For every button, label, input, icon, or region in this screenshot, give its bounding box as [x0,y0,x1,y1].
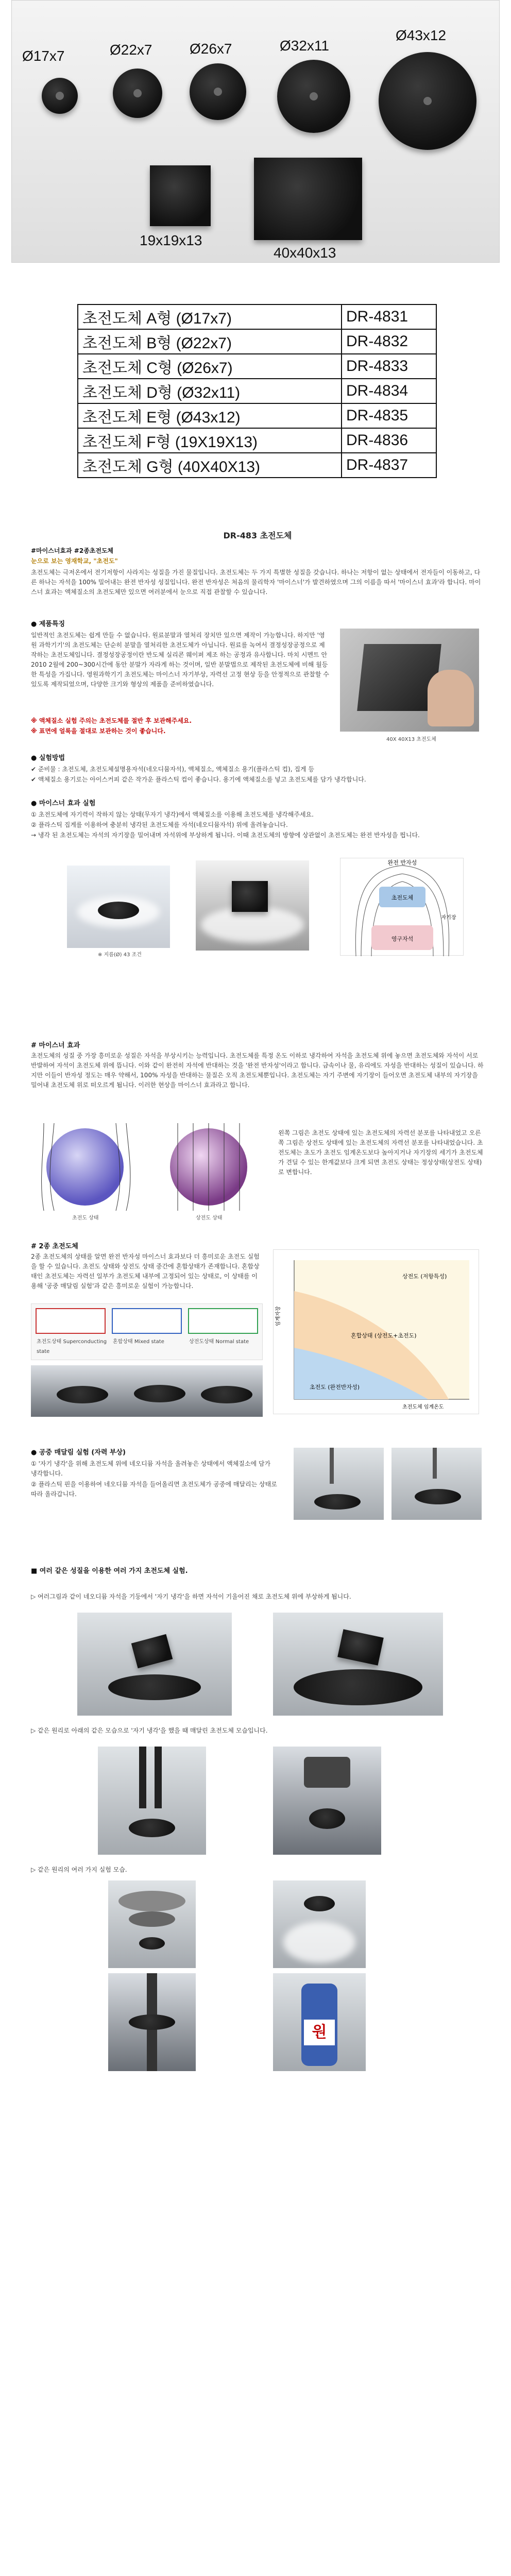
holder [304,1757,350,1788]
more-note-1: ▷ 여러그림과 같이 네오디뮴 자석을 기둥에서 '자기 냉각'을 하면 자석이 기울어진 채로 초전도체 위에 부상하게 됩니다. [31,1593,351,1600]
spec-row [78,379,436,403]
spec-code: DR-4833 [342,354,436,379]
square-g [254,158,362,240]
phase-graph [273,1249,479,1414]
label-a: Ø17x7 [22,48,65,64]
tags: #마이스너효과 #2종초전도체 [31,547,114,554]
label-c: Ø26x7 [190,41,232,57]
bottle-label: 원 [304,2020,335,2045]
state-label-2: 혼합상태 Mixed state [113,1339,164,1345]
method-item-2: ✔ 액체질소 용기로는 아이스커피 같은 작가운 플라스틱 컵이 좋습니다. 용기에 액체질소를 넣고 초전도체를 담가 냉각합니다. [31,776,366,783]
spec-row [78,428,436,453]
magnet-cube [232,881,268,912]
more-note-2: ▷ 같은 원리로 아래의 같은 모습으로 '자기 냉각'을 했을 때 매달린 초전도체 모습입니다. [31,1727,268,1734]
type2-photo [31,1365,263,1417]
label-d: Ø32x11 [280,38,329,54]
cube-caption: 40X 40X13 초전도체 [386,737,436,742]
disc-a [42,78,78,114]
spec-row [78,304,436,329]
state-normal [188,1308,258,1334]
disc [309,1808,345,1829]
method-heading: ● 실험방법 [31,754,65,762]
more-heading: ■ 여러 같은 성질을 이용한 여러 가지 초전도체 실험. [31,1567,188,1575]
disc-1 [57,1386,108,1403]
subtitle: 눈으로 보는 영재학교, "초전도" [31,557,118,565]
disc-b [113,69,162,118]
label-field: 자기장 [441,915,456,921]
disc [129,2014,175,2030]
spec-row [78,354,436,379]
disc [108,1674,201,1700]
state-label-3: 상전도상태 Normal state [189,1339,249,1345]
graph-label-field: 임계자장 [276,1306,281,1326]
square-f [150,165,211,226]
doc-title: DR-483 초전도체 [223,531,292,540]
disc [304,1896,335,1911]
levitation-caption: ※ 지름(Ø) 43 조건 [98,952,142,958]
disc [294,1669,422,1705]
spec-code: DR-4837 [342,453,436,478]
phase-graph-svg [274,1250,480,1415]
hang-photo-b [273,1747,381,1855]
label-g: 40x40x13 [274,245,336,261]
meissner-diagram-svg [340,858,464,956]
spec-code: DR-4832 [342,329,436,354]
meissner-step-2: ② 플라스틱 집게를 이용하여 충분히 냉각된 초전도체를 자석(네오디뮴자석) 위에 올려놓습니다. [31,821,288,828]
fog [201,907,304,943]
misc-photo-4 [273,1973,366,2071]
features-text: 일반적인 초전도체는 쉽게 만들 수 없습니다. 원료분말과 열처리 장치만 있으면 제작이 가능합니다. 하지만 '영원 과학기기'의 초전도체는 단순히 분말을 열처리한 초전도체가 아닙니다. 원료를 녹여서 결정성장공정으로 제작하는 초전도체입니다. 결정성장공정이란 반도체 실리콘 웨이퍼 제조 하는 공정과 유사합니다. 마치 시멘트 안 2010 2월에 200~300시간에 동안 분말가 자라게 하는 것이며, 일반 분말법으로 제작된 초전도체에 비해 월등한 특성을 가집니다. 영원과학기기 초전도체는 마이스너 자기부상, 자력선 고정 현상 등을 안정적으로 관찰할 수 있도록 제작되었으며, 다양한 크기와 형상의 제품을 준비하였습니다. [31,632,329,688]
more-note-3: ▷ 같은 원리의 여러 가지 실험 모습. [31,1866,127,1873]
warning-2: ※ 표면에 얼룩을 절대로 보관하는 것이 좋습니다. [31,727,166,735]
label-f: 19x19x13 [140,232,202,248]
features-heading: ● 제품특징 [31,620,65,628]
label-magnet: 영구자석 [391,936,414,942]
state-mixed [112,1308,182,1334]
state-icons [31,1303,263,1360]
disc-3 [201,1386,252,1403]
meissner-diagram [340,858,464,956]
graph-label-mixed: 혼합상태 (상전도+초전도) [351,1332,417,1339]
levitation-photo-1 [67,866,170,948]
spec-name: 초전도체 C형 (Ø26x7) [78,354,342,379]
disc-e [379,52,476,150]
rod [433,1448,437,1479]
method-item-1: ✔ 준비물 : 초전도체, 초전도체설명용자석(네오디뮴자석), 액체질소, 액체질소 용기(플라스틱 컵), 집게 등 [31,766,314,773]
label-b: Ø22x7 [110,42,152,58]
state-superconducting [36,1308,106,1334]
fog [283,1922,355,1963]
intro-text: 초전도체는 극저온에서 전기저항이 사라지는 성질을 가진 물질입니다. 초전도체는 두 가지 특별한 성질을 갖습니다. 하나는 저항이 없는 상태에서 전자들이 이동하고, 다른 하나는 자석을 100% 밀어내는 완전 반자성 성질입니다. 완전 반자성은 처음의 물리학자 '마이스너'가 발견하였으며 그의 이름을 따서 '마이스너 효과'라 합니다. 마이스너 효과는 액체질소의 초전도체만 있으면 여러분에서 눈으로 직접 관찰할 수 있습니다. [31,569,481,596]
meissner-heading: # 마이스너 효과 [31,1042,80,1049]
magnet [131,1634,173,1668]
type2-heading: # 2종 초전도체 [31,1243,78,1250]
spec-row [78,329,436,354]
meissner-result: → 냉각 된 초전도체는 자석의 자기장을 밀어내며 자석위에 부상하게 됩니다. 이때 초전도체의 방향에 상관없이 초전도체는 완전 반자성을 띕니다. [31,832,420,839]
label-e: Ø43x12 [396,27,447,43]
field-lines-left [33,1123,137,1211]
disc [139,1937,165,1950]
stack [118,1891,185,1911]
disc-c [190,63,246,120]
graph-label-sc: 초전도 (완전반자성) [310,1384,360,1391]
misc-photo-2 [273,1880,366,1968]
spec-code: DR-4836 [342,428,436,453]
hand-shape [428,670,474,726]
product-photo [0,0,511,268]
hanging-disc [415,1489,461,1504]
graph-label-normal: 상전도 (저항특성) [402,1273,447,1280]
tilt-photo-1 [77,1613,232,1716]
hanging-step-2: ② 플라스틱 핀을 이용하여 네오디뮴 자석을 들어올리면 초전도체가 공중에 매달리는 상태로 따라 올라갑니다. [31,1481,277,1498]
tilt-photo-2 [273,1613,443,1716]
superconductor-disc [98,902,139,919]
hanging-disc [314,1494,361,1510]
spec-code: DR-4831 [342,304,436,329]
disc-2 [134,1385,185,1402]
label-superconductor: 초전도체 [391,894,414,901]
meissner-side-text: 왼쪽 그림은 초전도 상태에 있는 초전도체의 자력선 분포를 나타내었고 오른쪽 그림은 상전도 상태에 있는 초전도체의 자력선 분포를 나타내었습니다. 초전도체는 초도가 초전도 임계온도보다 높아지거나 자기장의 세기가 초전도체가 견딜 수 있는 한계값보다 크게 되면 초전도 상태는 정상상태(상전도 상태)로 변합니다. [278,1129,483,1176]
warning-1: ※ 액체질소 실험 주의는 초전도체를 절반 후 보관해주세요. [31,717,192,724]
spec-code: DR-4835 [342,403,436,428]
disc-d [277,60,350,133]
tongs [155,1747,162,1808]
levitation-photo-2 [196,860,309,951]
rod [330,1448,334,1484]
field-lines-right [157,1123,260,1211]
spec-code: DR-4834 [342,379,436,403]
spec-row [78,453,436,478]
hanging-step-1: ① '자기 냉각'을 위해 초전도체 위에 네오디뮴 자석을 올려놓은 상태에서 액체질소에 담가 냉각합니다. [31,1460,271,1477]
meissner-exp-heading: ● 마이스너 효과 실험 [31,800,96,807]
type2-text: 2종 초전도체의 상태를 알면 완전 반자성 마이스너 효과보다 더 흥미로운 초전도 실험을 할 수 있습니다. 초전도 상태와 상전도 상태 중간에 혼합상태가 존재합니다. 혼합상태인 초전도체는 자력선 일부가 초전도체 내부에 고정되어 있는 상태로, 이 상태를 이용해 '공중 매달림 실험'과 같은 흥미로운 실험이 가능합니다. [31,1253,260,1290]
meissner-text: 초전도체의 성질 중 가장 흥미로운 성질은 자석을 부상시키는 능력입니다. 초전도체를 특정 온도 이하로 냉각하여 자석을 초전도체 위에 놓으면 초전도체와 자석이 서로 반발하여 자석이 초전도체 위에 뜹니다. 이와 같이 완전히 자석에 반대하는 것을 '완전 반자성'이라고 합니다. 금속이나 물, 유리에도 자성을 반대하는 성질이 있습니다. 하지만 이들이 반자성 정도는 매우 약해서, 100% 자성을 반대하는 물질은 오직 초전도체뿐입니다. 초전도체는 자기 주변에 자기장이 들어오면 초전도체 내부의 자기장을 밀어내 초전도체 위로 떠오르게 됩니다. 이러한 현상을 마이스너 효과라고 합니다. [31,1052,484,1089]
misc-photo-3 [108,1973,196,2071]
tongs [139,1747,146,1808]
label-diamagnetic: 완전 반자성 [387,859,417,866]
spec-name: 초전도체 F형 (19X19X13) [78,428,342,453]
spec-name: 초전도체 A형 (Ø17x7) [78,304,342,329]
spec-name: 초전도체 G형 (40X40X13) [78,453,342,478]
spec-row [78,403,436,428]
misc-photo-1 [108,1880,196,1968]
hanging-photo-2 [391,1448,482,1520]
spec-name: 초전도체 D형 (Ø32x11) [78,379,342,403]
graph-label-temp: 초전도체 임계온도 [402,1404,444,1410]
disc [129,1819,175,1837]
photo-backdrop [11,0,500,263]
spec-table [77,304,437,478]
sphere-label-2: 상전도 상태 [196,1215,223,1221]
stack [129,1911,175,1927]
spec-name: 초전도체 B형 (Ø22x7) [78,329,342,354]
magnet [337,1629,384,1665]
hanging-photo-1 [294,1448,384,1520]
spec-name: 초전도체 E형 (Ø43x12) [78,403,342,428]
sphere-label-1: 초전도 상태 [72,1215,99,1221]
state-label-1: 초전도상태 Superconducting state [37,1339,107,1354]
hanging-heading: ● 공중 매달림 실험 (자력 부상) [31,1449,126,1456]
cube-photo [340,629,479,732]
hang-photo-a [98,1747,206,1855]
meissner-step-1: ① 초전도체에 자기력이 작하지 않는 상태(무자기 냉각)에서 액체질소를 이용해 초전도체를 냉각해주세요. [31,811,314,818]
